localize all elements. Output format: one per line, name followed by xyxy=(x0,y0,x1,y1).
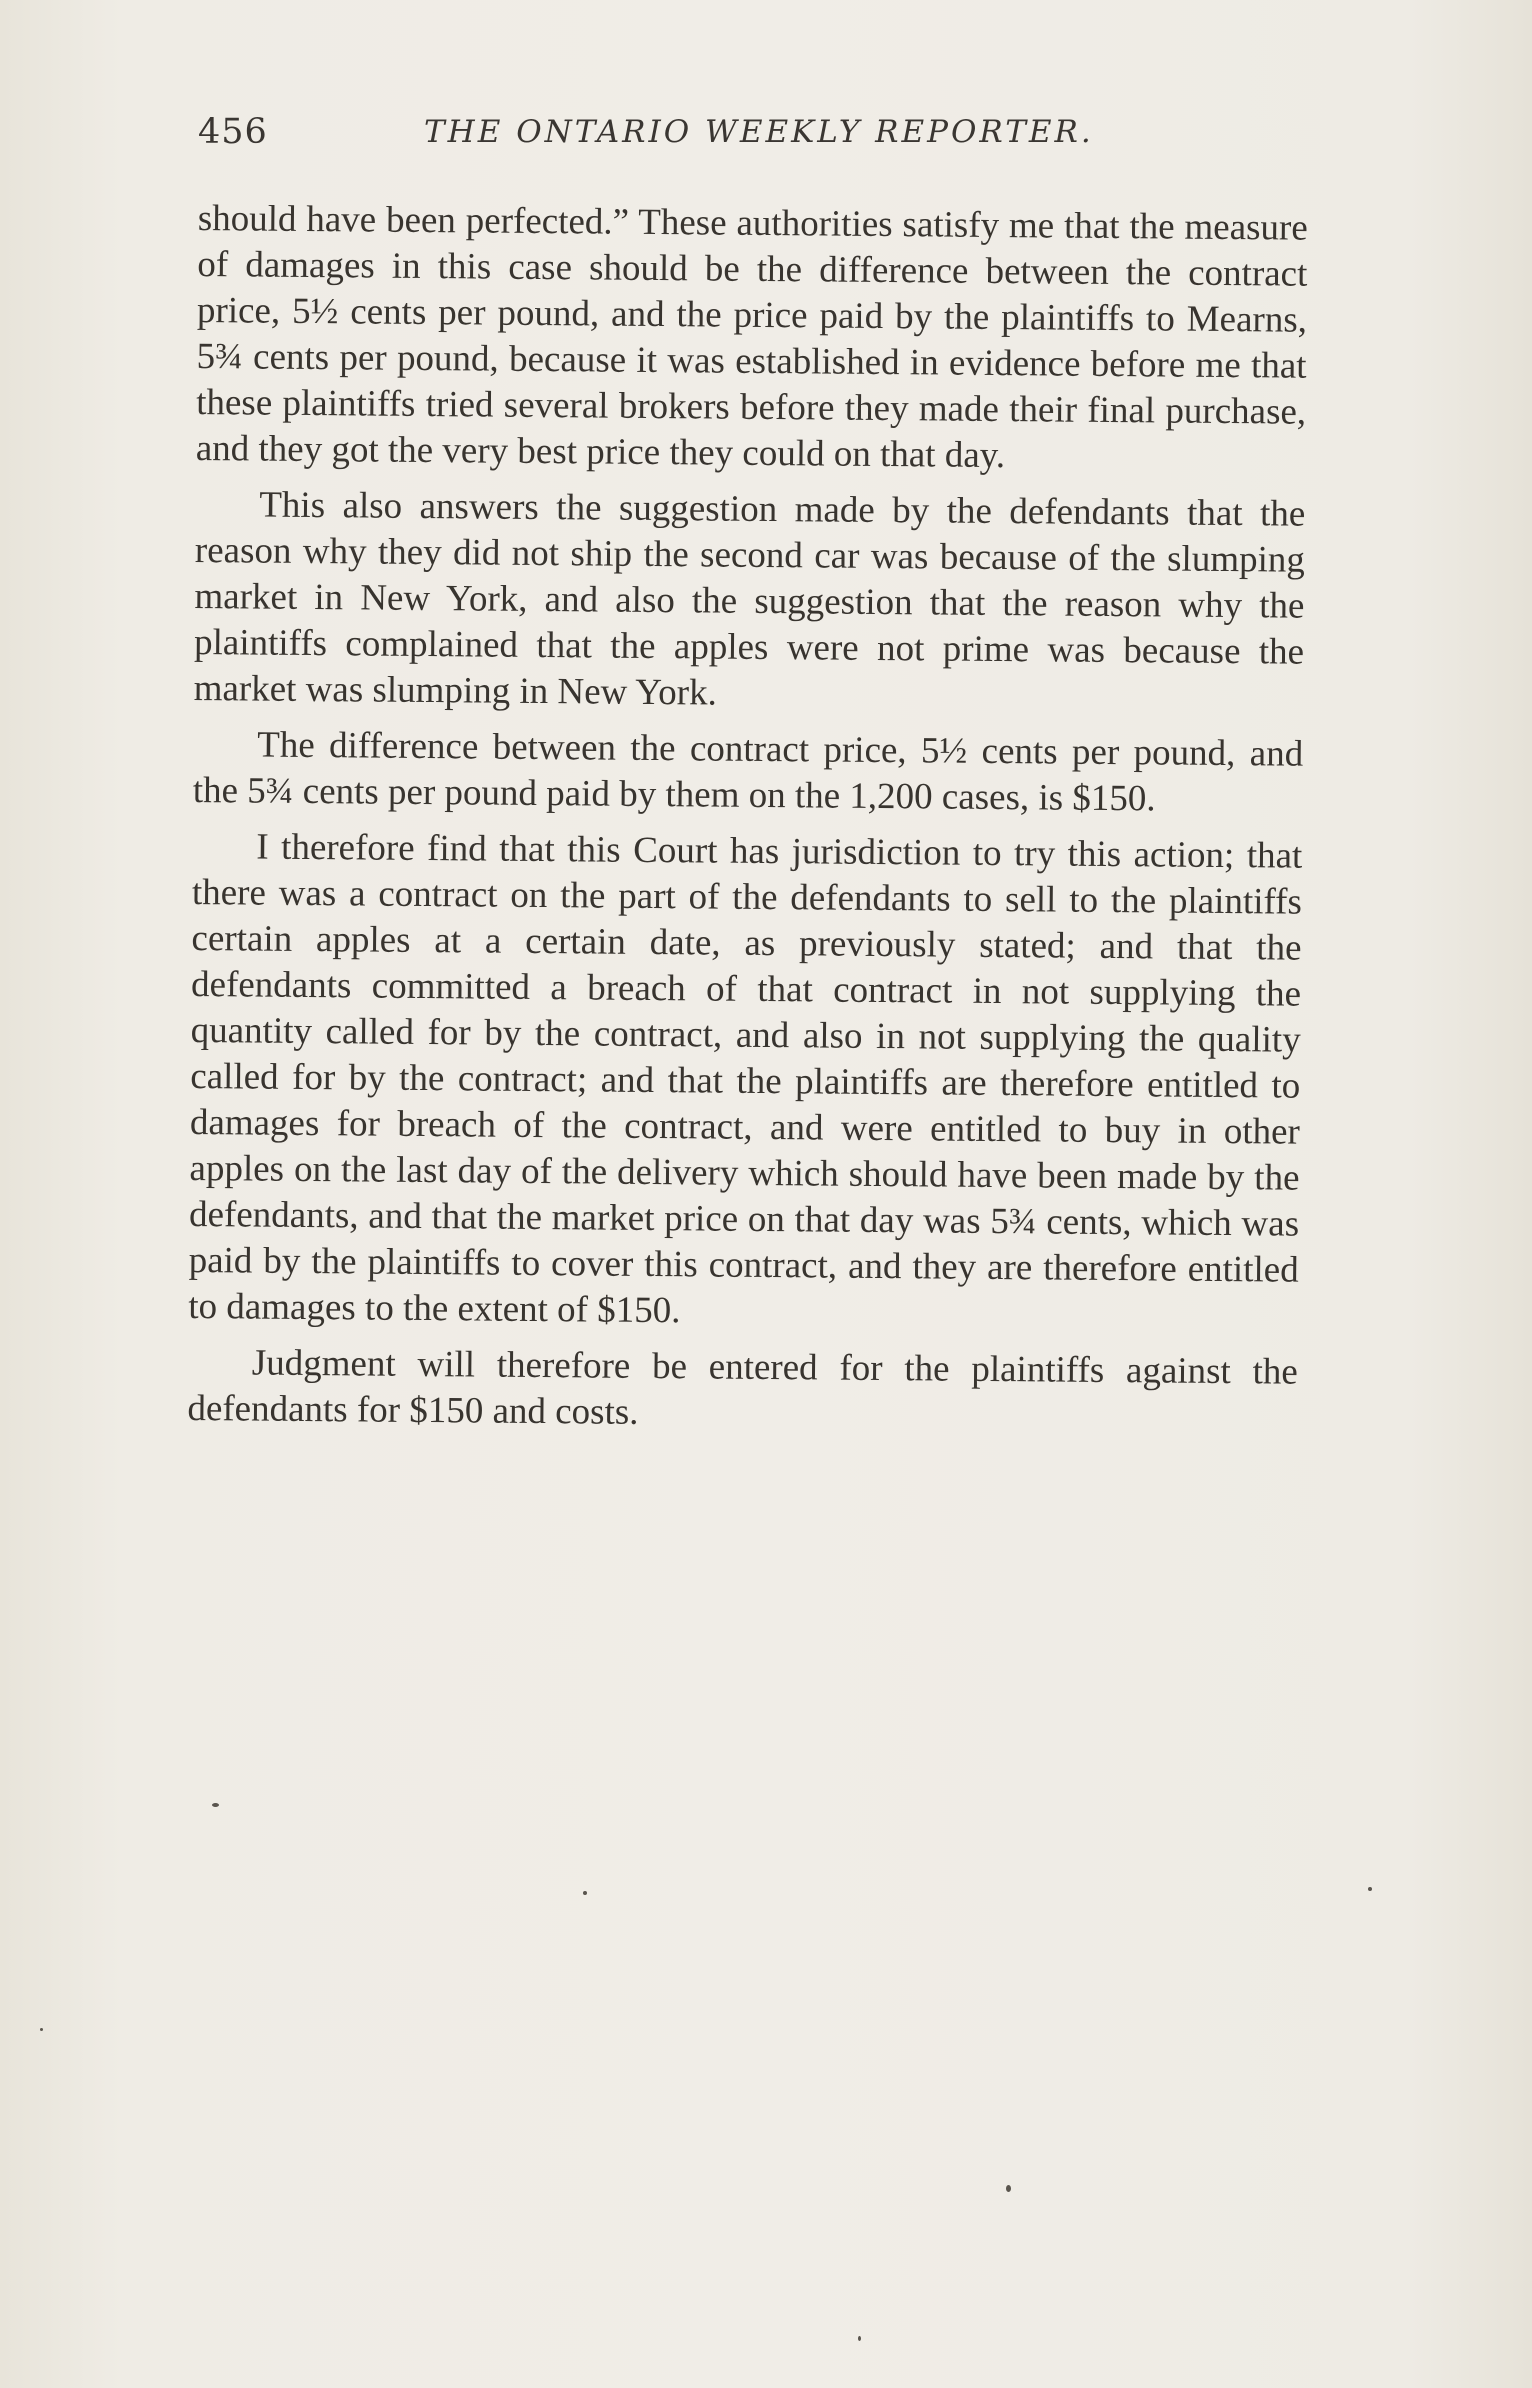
page-header xyxy=(198,112,1298,162)
paper-speck xyxy=(40,2028,43,2031)
paragraph: This also answers the suggestion made by the defendants that the reason why they did not ship the second car was because of the slumping market in New York, and also the suggestion that the reason why the plaintiffs complained that the apples were not prime was because the market was slumping in New York. xyxy=(193,484,1306,714)
paragraph: should have been perfected.” These authorities satisfy me that the measure of damages in this case should be the difference between the contract price, 5½ cents per pound, and the price paid by the plaintiffs to Mearns, 5¾ cents per pound, because it was established in evidence before me that these plaintiffs tried several brokers before they made their final purchase, and they got the very best price they could on that day. xyxy=(195,197,1308,477)
running-head: THE ONTARIO WEEKLY REPORTER. xyxy=(424,114,1094,150)
paragraph: The difference between the contract price, 5½ cents per pound, and the 5¾ cents per pound paid by them on the 1,200 cases, is $150. xyxy=(192,724,1304,820)
paragraph: I therefore find that this Court has jurisdiction to try this action; that there was a contract on the part of the defendants to sell to the plaintiffs certain apples at a certain date, as previously stated; and that the defendants committed a breach of that contract in not supplying the quantity called for by the contract, and also in not supplying the quality called for by the contract; and that the plaintiffs are therefore entitled to damages for breach of the contract, and were entitled to buy in other apples on the last day of the delivery which should have been made by the defendants, and that the market price on that day was 5¾ cents, which was paid by the plaintiffs to cover this contract, and they are therefore entitled to damages to the extent of $150. xyxy=(188,826,1303,1332)
body-text xyxy=(187,196,1308,1452)
paper-speck xyxy=(583,1891,587,1895)
paper-speck xyxy=(858,2336,861,2341)
paper-speck xyxy=(212,1803,219,1807)
paragraph: Judgment will therefore be entered for the plaintiffs against the defendants for $150 and costs. xyxy=(187,1342,1298,1433)
paper-speck xyxy=(1368,1887,1372,1891)
page-number: 456 xyxy=(198,112,268,152)
paper-speck xyxy=(1006,2185,1011,2192)
